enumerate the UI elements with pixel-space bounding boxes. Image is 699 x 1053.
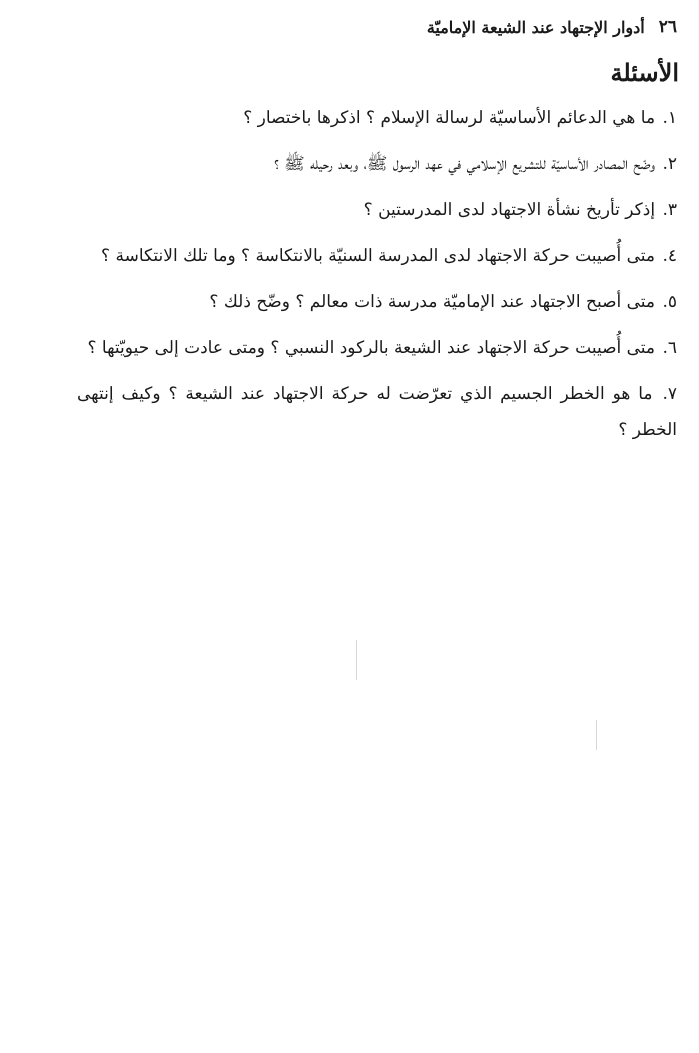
running-header bbox=[60, 12, 677, 42]
scan-artifact-line bbox=[596, 720, 597, 750]
question-text: متى أُصيبت حركة الاجتهاد عند الشيعة بالركود النسبي ؟ ومتى عادت إلى حيويّتها ؟ bbox=[87, 338, 656, 358]
question-text: متى أصبح الاجتهاد عند الإماميّة مدرسة ذات معالم ؟ وضّح ذلك ؟ bbox=[209, 292, 656, 312]
question-item bbox=[77, 100, 677, 136]
question-text: إذكر تأريخ نشأة الاجتهاد لدى المدرستين ؟ bbox=[363, 200, 656, 220]
question-text: وضّح المصادر الأساسيّة للتشريع الإسلامي في عهد الرسول ﷺ، وبعد رحيله ﷺ ؟ bbox=[274, 154, 656, 174]
question-item bbox=[77, 284, 677, 320]
question-text: ما هو الخطر الجسيم الذي تعرّضت له حركة الاجتهاد عند الشيعة ؟ وكيف إنتهى الخطر ؟ bbox=[77, 384, 677, 440]
question-item bbox=[77, 146, 677, 182]
question-item bbox=[77, 376, 677, 448]
scan-artifact-line bbox=[356, 640, 357, 680]
question-number: ٢. bbox=[662, 154, 677, 174]
question-number: ٤. bbox=[662, 246, 677, 266]
question-number: ١. bbox=[662, 108, 677, 128]
question-number: ٧. bbox=[662, 384, 677, 404]
page-number: ٢٦ bbox=[658, 17, 677, 37]
question-number: ٦. bbox=[662, 338, 677, 358]
running-header-title: أدوار الإجتهاد عند الشيعة الإماميّة bbox=[426, 17, 645, 37]
question-number: ٣. bbox=[662, 200, 677, 220]
section-heading: الأسئلة bbox=[610, 58, 679, 87]
questions-list bbox=[77, 100, 677, 458]
question-number: ٥. bbox=[662, 292, 677, 312]
question-text: متى أُصيبت حركة الاجتهاد لدى المدرسة السنيّة بالانتكاسة ؟ وما تلك الانتكاسة ؟ bbox=[101, 246, 656, 266]
question-item bbox=[77, 330, 677, 366]
question-item bbox=[77, 192, 677, 228]
question-text: ما هي الدعائم الأساسيّة لرسالة الإسلام ؟ اذكرها باختصار ؟ bbox=[243, 108, 656, 128]
question-item bbox=[77, 238, 677, 274]
